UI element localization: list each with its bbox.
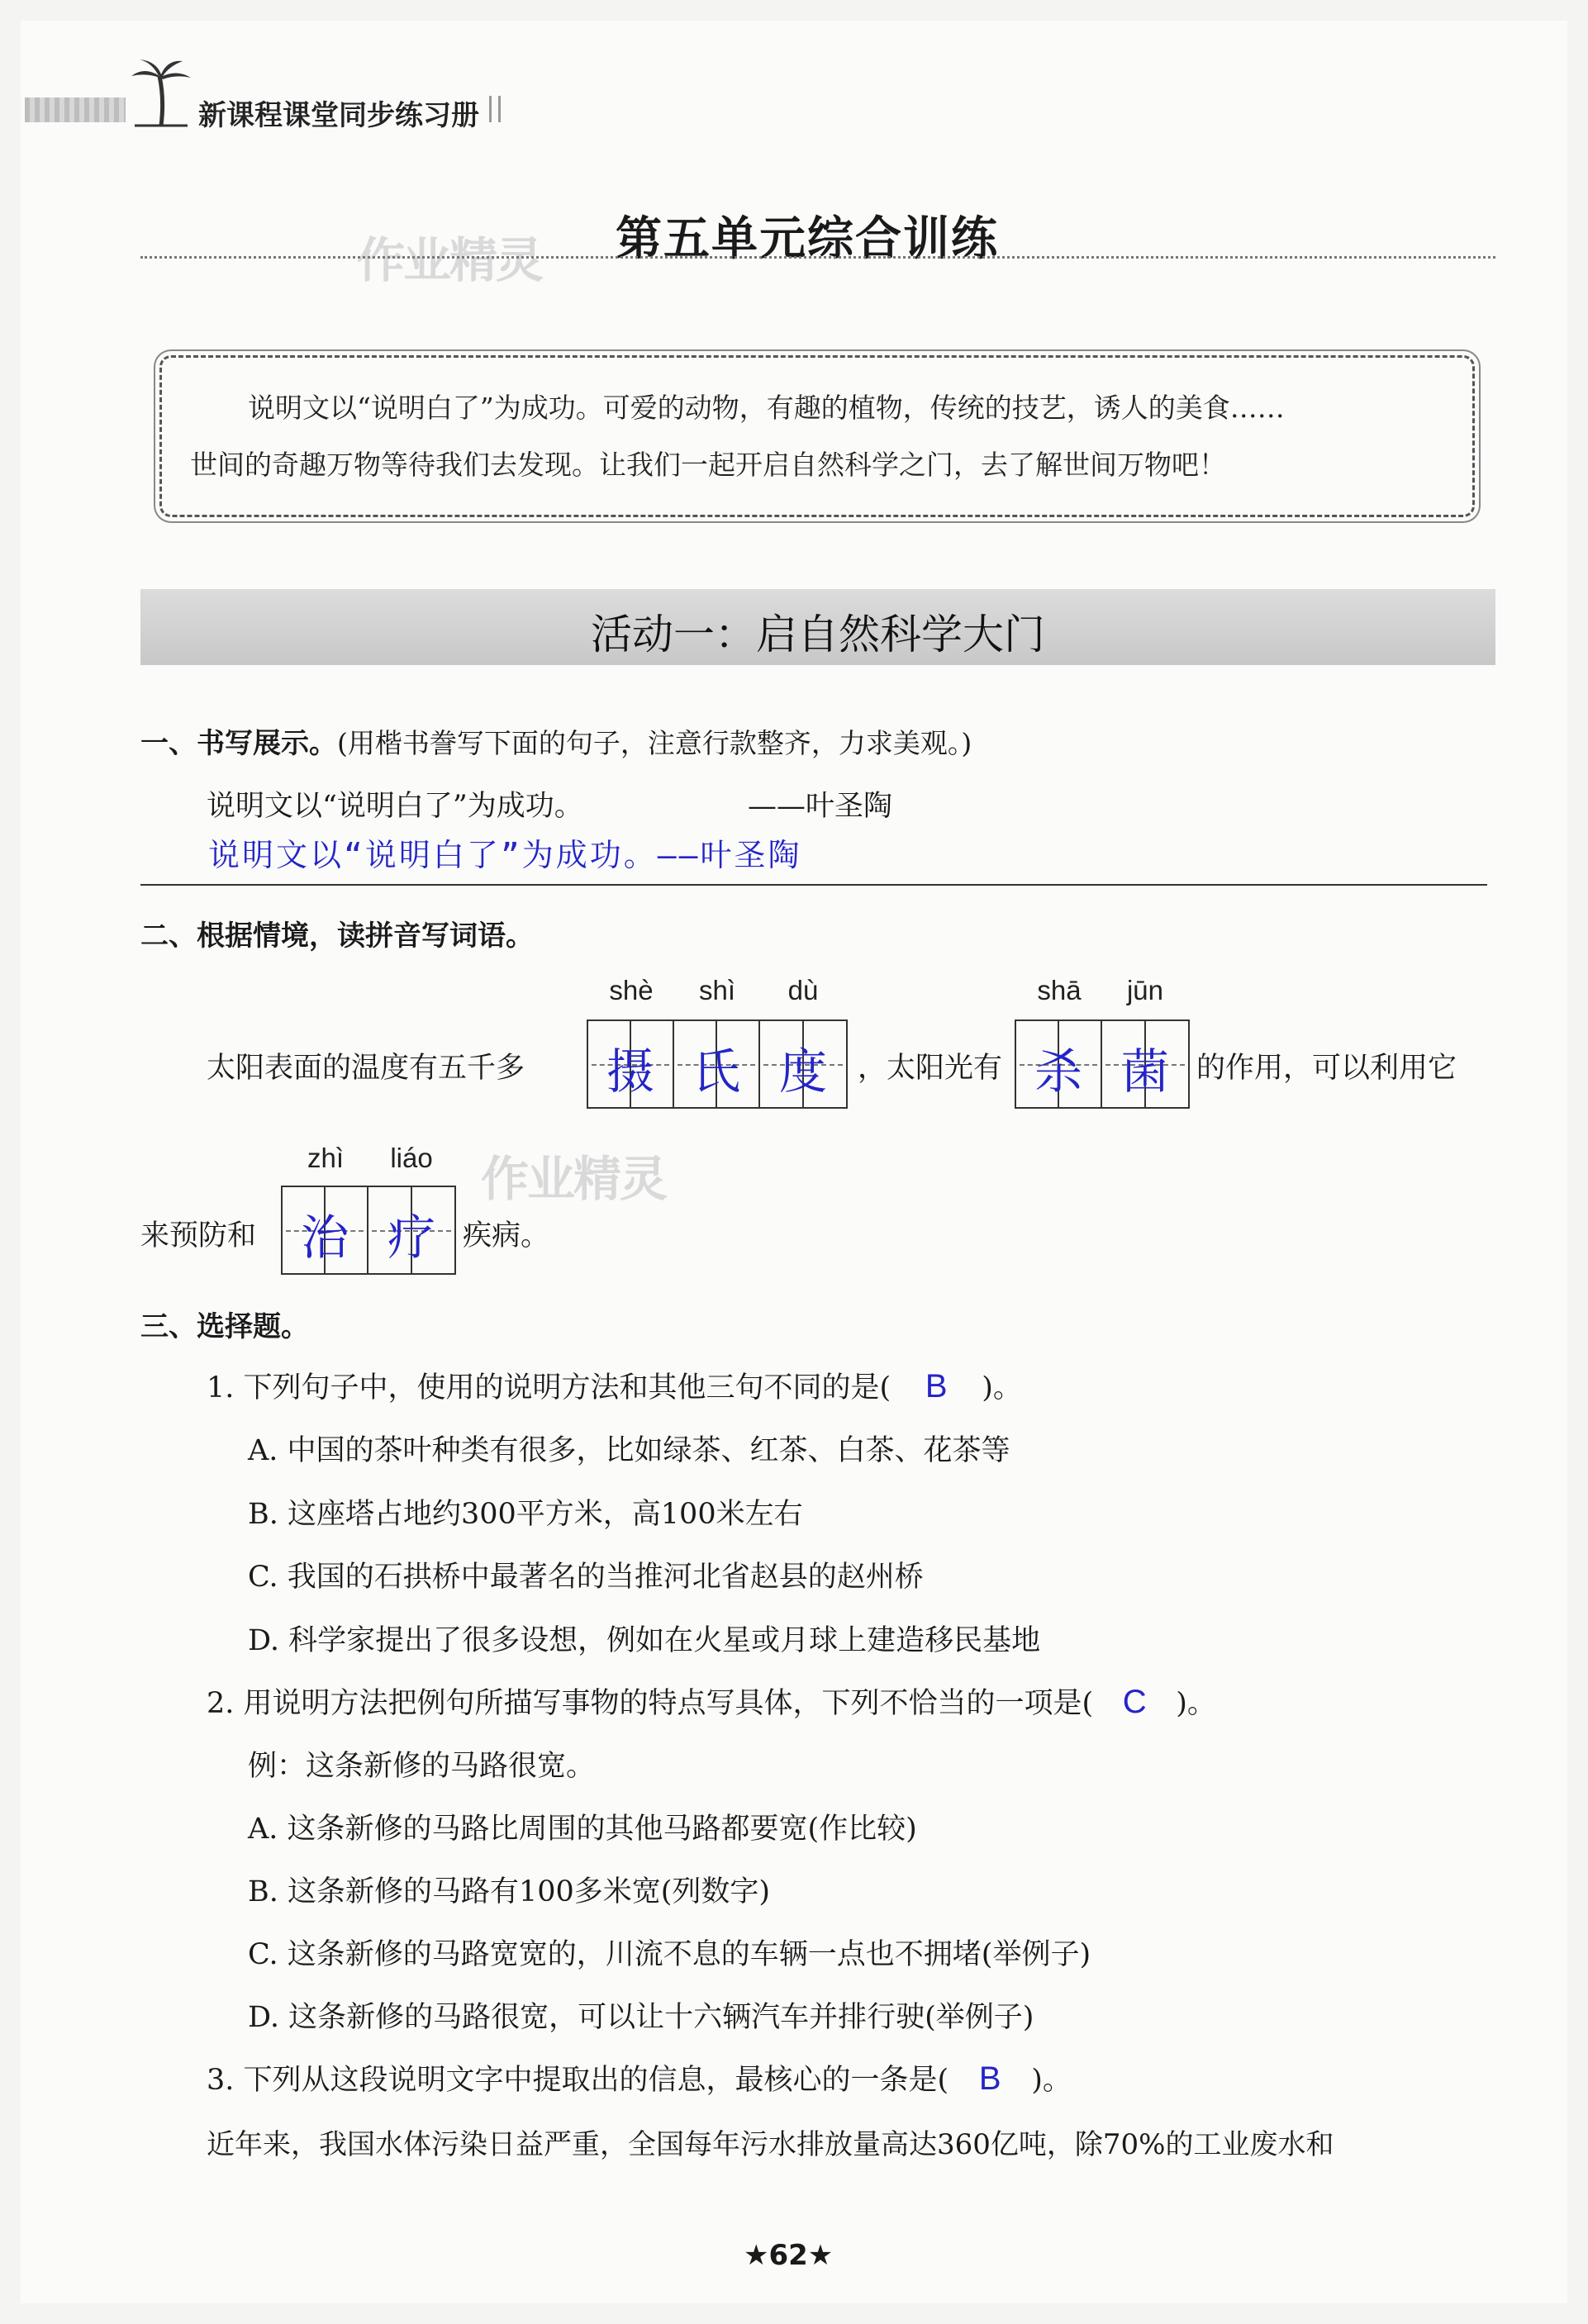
quote-author: ——叶圣陶 [748,790,893,823]
answer-grid-1 [587,1019,848,1109]
answer-grid-2 [1015,1019,1190,1109]
question-2-close: )。 [1176,1687,1216,1720]
activity-title: 活动一：启自然科学大门 [591,611,1045,658]
q3-passage: 近年来，我国水体污染日益严重，全国每年污水排放量高达360亿吨，除70%的工业废水和 [207,2128,1334,2161]
answer-char: 氏 [692,1043,740,1100]
question-2 [207,1680,1216,1722]
page-number: ★62★ [744,2239,834,2272]
q2-option-a: A. 这条新修的马路比周围的其他马路都要宽(作比较) [248,1813,917,1846]
intro-line-2: 世间的奇趣万物等待我们去发现。让我们一起开启自然科学之门，去了解世间万物吧！ [190,449,1226,481]
answer-char: 疗 [387,1210,435,1266]
intro-box [159,355,1475,517]
section-2-heading: 二、根据情境，读拼音写词语。 [140,920,534,953]
pinyin-du: dù [787,975,819,1005]
sentence-part-5: 疾病。 [463,1219,550,1252]
question-3-close: )。 [1031,2064,1072,2097]
sentence-part-4: 来预防和 [140,1219,257,1252]
question-2-stem: 2. 用说明方法把例句所描写事物的特点写具体，下列不恰当的一项是( [207,1687,1094,1720]
answer-char: 治 [300,1210,349,1266]
answer-char: 摄 [606,1043,654,1100]
handwritten-answer: 说明文以“说明白了”为成功。——叶圣陶 [208,837,802,873]
pinyin-jun: jūn [1126,975,1164,1005]
pinyin-row-1 [588,975,846,1006]
sentence-part-2: ，太阳光有 [858,1052,1003,1085]
sentence-part-1: 太阳表面的温度有五千多 [207,1052,525,1085]
grid-cell [1016,1021,1102,1107]
watermark: 作业精灵 [481,1151,667,1207]
question-2-answer: C [1122,1684,1147,1720]
header-divider [489,96,501,122]
section-1 [140,720,972,761]
grid-cell [674,1021,760,1107]
answer-char: 杀 [1034,1043,1082,1100]
quote-text: 说明文以“说明白了”为成功。 [207,790,583,823]
pinyin-row-3 [283,1143,454,1174]
question-3 [207,2057,1072,2098]
grid-cell [760,1021,846,1107]
activity-banner [140,589,1495,665]
question-1-close: )。 [982,1371,1022,1404]
answer-char: 菌 [1120,1043,1169,1100]
q1-option-d: D. 科学家提出了很多设想，例如在火星或月球上建造移民基地 [248,1624,1041,1657]
grid-cell [283,1187,368,1273]
sentence-part-3: 的作用，可以利用它 [1196,1052,1457,1085]
header-title: 新课程课堂同步练习册 [198,99,479,132]
pinyin-row-2 [1016,975,1188,1006]
intro-line-1: 说明文以“说明白了”为成功。可爱的动物，有趣的植物，传统的技艺，诱人的美食…… [248,392,1285,424]
unit-title: 第五单元综合训练 [616,211,999,266]
grid-cell [1102,1021,1188,1107]
q2-option-d: D. 这条新修的马路很宽，可以让十六辆汽车并排行驶(举例子) [248,2001,1034,2034]
q1-option-c: C. 我国的石拱桥中最著名的当推河北省赵县的赵州桥 [248,1561,924,1594]
question-1 [207,1365,1022,1406]
q2-option-b: B. 这条新修的马路有100多米宽(列数字) [248,1875,771,1908]
q1-option-a: A. 中国的茶叶种类有很多，比如绿茶、红茶、白茶、花茶等 [248,1434,1010,1467]
pinyin-she: shè [609,975,654,1005]
watermark: 作业精灵 [357,232,543,288]
title-divider [140,256,1495,259]
pinyin-liao: liáo [390,1143,433,1173]
section-3-heading: 三、选择题。 [140,1310,309,1343]
section-1-instruction: (用楷书誊写下面的句子，注意行款整齐，力求美观。) [337,727,972,759]
question-3-answer: B [978,2060,1001,2097]
writing-line [140,884,1487,886]
header-decoration [25,97,126,122]
question-1-answer: B [925,1368,948,1404]
pinyin-zhi: zhì [307,1143,345,1173]
pinyin-sha: shā [1037,975,1082,1005]
q2-option-c: C. 这条新修的马路宽宽的，川流不息的车辆一点也不拥堵(举例子) [248,1938,1091,1971]
q1-option-b: B. 这座塔占地约300平方米，高100米左右 [248,1498,803,1531]
answer-char: 度 [778,1043,827,1100]
question-1-stem: 1. 下列句子中，使用的说明方法和其他三句不同的是( [207,1371,891,1404]
grid-cell [368,1187,454,1273]
question-3-stem: 3. 下列从这段说明文字中提取出的信息，最核心的一条是( [207,2064,949,2097]
grid-cell [588,1021,674,1107]
pinyin-shi: shì [698,975,736,1005]
answer-grid-3 [281,1186,456,1275]
q2-example: 例：这条新修的马路很宽。 [248,1750,596,1783]
palm-tree-icon [128,58,194,128]
section-1-heading: 一、书写展示。 [140,727,337,760]
